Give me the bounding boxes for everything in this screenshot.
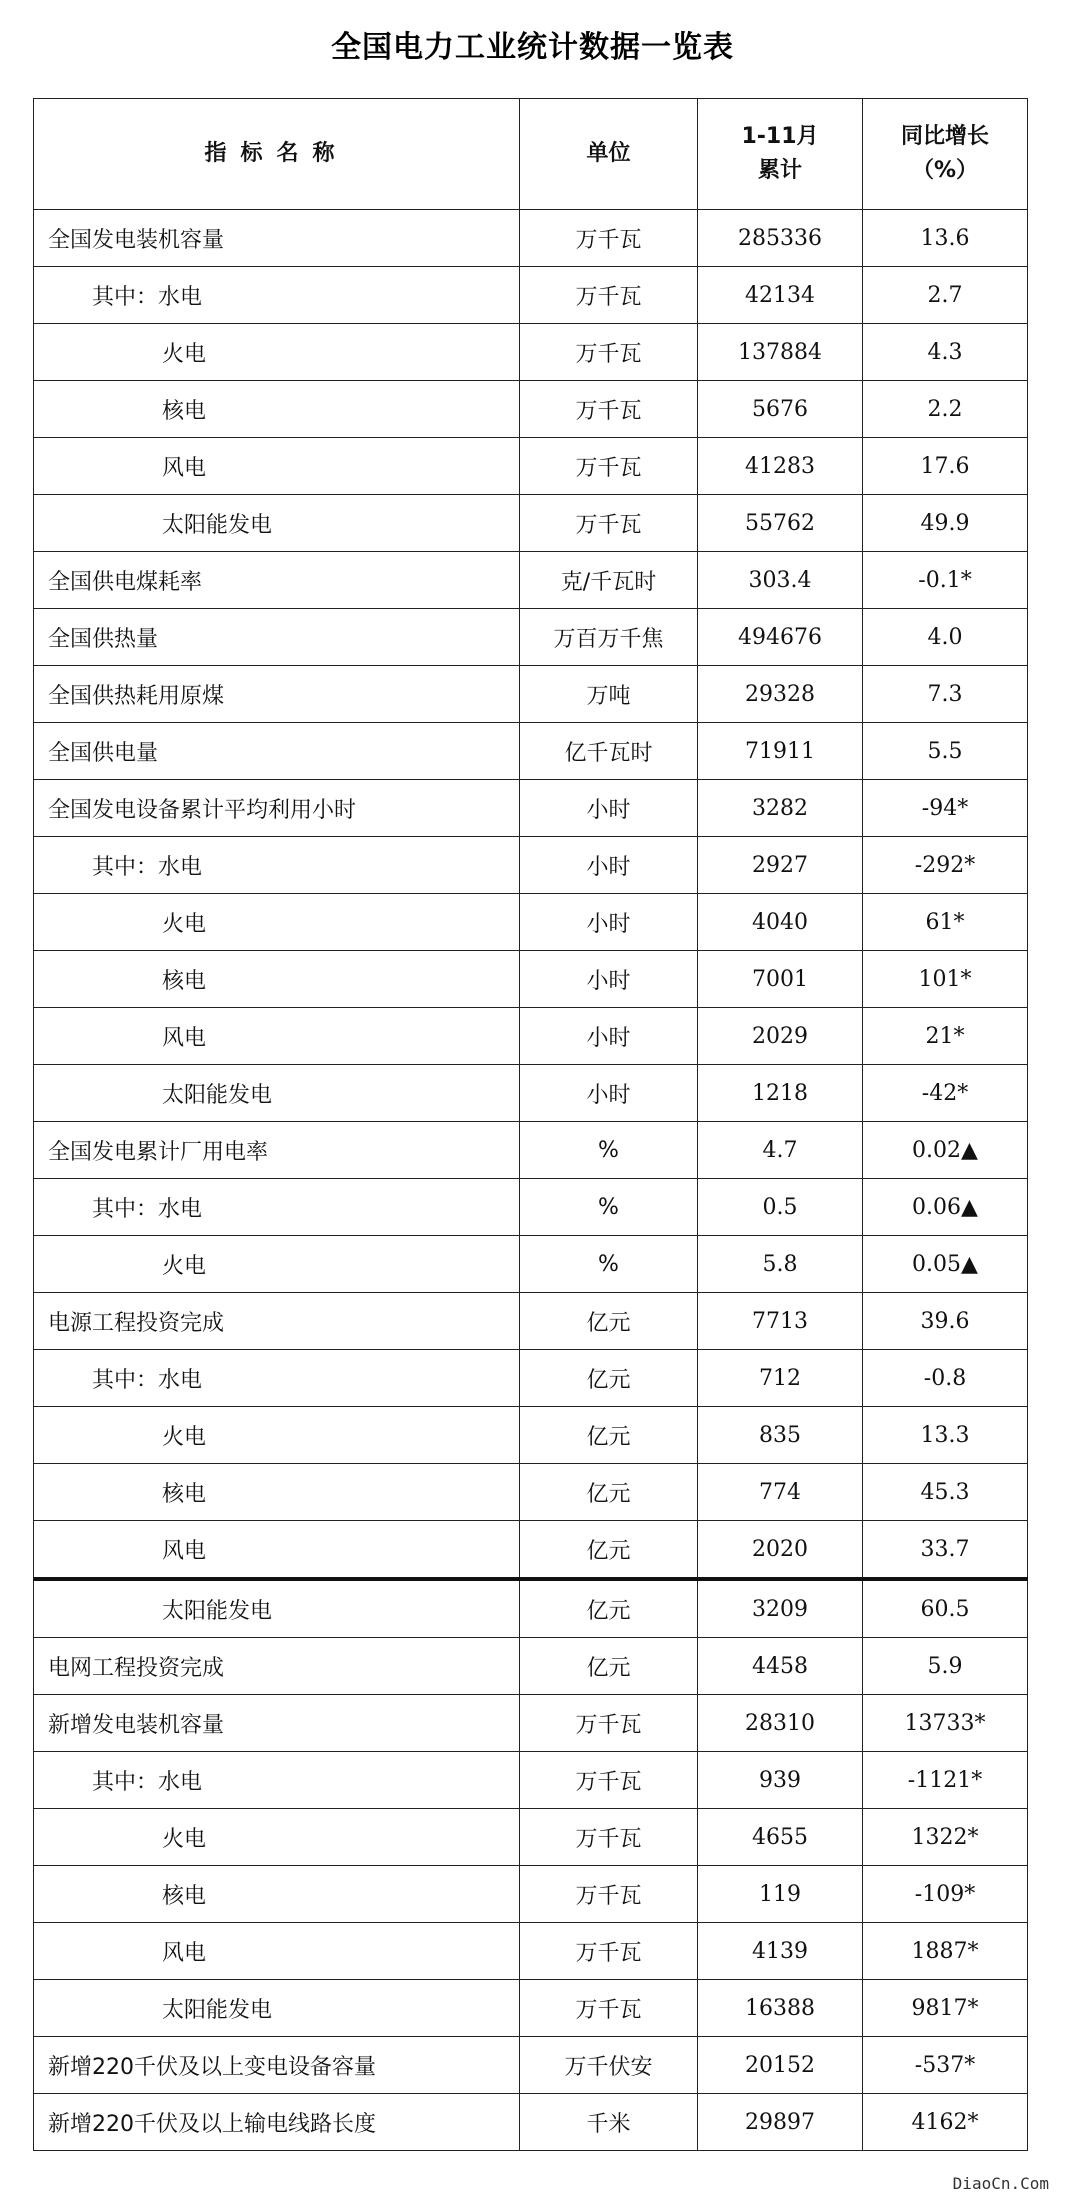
cumulative-value-cell: 494676 — [698, 609, 863, 666]
indicator-name-cell: 其中：水电 — [34, 837, 520, 894]
header-cumulative-line2: 累计 — [757, 158, 802, 183]
cumulative-value-cell: 4139 — [698, 1923, 863, 1980]
table-row — [34, 780, 1028, 837]
indicator-name-cell: 新增发电装机容量 — [34, 1695, 520, 1752]
yoy-growth-cell: 33.7 — [863, 1521, 1028, 1580]
table-row — [34, 1464, 1028, 1521]
indicator-name-cell: 新增220千伏及以上变电设备容量 — [34, 2037, 520, 2094]
yoy-growth-cell: 4162* — [863, 2094, 1028, 2151]
indicator-name-cell: 全国供电量 — [34, 723, 520, 780]
indicator-name-cell: 核电 — [34, 1866, 520, 1923]
yoy-growth-cell: 7.3 — [863, 666, 1028, 723]
table-row — [34, 552, 1028, 609]
yoy-growth-cell: 2.7 — [863, 267, 1028, 324]
indicator-name-cell: 全国供热耗用原煤 — [34, 666, 520, 723]
table-row — [34, 894, 1028, 951]
unit-cell: 亿元 — [520, 1350, 698, 1407]
unit-cell: 小时 — [520, 780, 698, 837]
unit-cell: 亿元 — [520, 1407, 698, 1464]
stats-table — [33, 98, 1028, 2151]
cumulative-value-cell: 774 — [698, 1464, 863, 1521]
table-body — [34, 210, 1028, 2151]
yoy-growth-cell: 0.06▲ — [863, 1179, 1028, 1236]
table-row — [34, 324, 1028, 381]
cumulative-value-cell: 55762 — [698, 495, 863, 552]
table-row — [34, 2094, 1028, 2151]
header-yoy-growth-line2: （%） — [911, 158, 979, 183]
unit-cell: 万千伏安 — [520, 2037, 698, 2094]
table-row — [34, 666, 1028, 723]
watermark: DiaoCn.Com — [952, 2174, 1049, 2193]
table-row — [34, 1579, 1028, 1638]
table-row — [34, 1521, 1028, 1580]
yoy-growth-cell: 17.6 — [863, 438, 1028, 495]
indicator-name-cell: 其中：水电 — [34, 267, 520, 324]
unit-cell: 万千瓦 — [520, 381, 698, 438]
cumulative-value-cell: 4458 — [698, 1638, 863, 1695]
unit-cell: 小时 — [520, 894, 698, 951]
unit-cell: 万千瓦 — [520, 267, 698, 324]
unit-cell: 亿元 — [520, 1579, 698, 1638]
cumulative-value-cell: 5676 — [698, 381, 863, 438]
yoy-growth-cell: 45.3 — [863, 1464, 1028, 1521]
table-row — [34, 951, 1028, 1008]
unit-cell: 千米 — [520, 2094, 698, 2151]
yoy-growth-cell: -1121* — [863, 1752, 1028, 1809]
cumulative-value-cell: 4040 — [698, 894, 863, 951]
table-row — [34, 1866, 1028, 1923]
cumulative-value-cell: 2927 — [698, 837, 863, 894]
indicator-name-cell: 全国供电煤耗率 — [34, 552, 520, 609]
cumulative-value-cell: 3209 — [698, 1579, 863, 1638]
header-yoy-growth-line1: 同比增长 — [900, 124, 989, 149]
cumulative-value-cell: 835 — [698, 1407, 863, 1464]
yoy-growth-cell: -292* — [863, 837, 1028, 894]
header-cumulative — [698, 99, 863, 210]
indicator-name-cell: 火电 — [34, 1236, 520, 1293]
cumulative-value-cell: 41283 — [698, 438, 863, 495]
table-row — [34, 1752, 1028, 1809]
unit-cell: 亿元 — [520, 1464, 698, 1521]
yoy-growth-cell: 4.3 — [863, 324, 1028, 381]
unit-cell: % — [520, 1179, 698, 1236]
unit-cell: 万千瓦 — [520, 324, 698, 381]
table-row — [34, 1293, 1028, 1350]
yoy-growth-cell: 101* — [863, 951, 1028, 1008]
yoy-growth-cell: 1887* — [863, 1923, 1028, 1980]
table-header-row — [34, 99, 1028, 210]
cumulative-value-cell: 303.4 — [698, 552, 863, 609]
cumulative-value-cell: 71911 — [698, 723, 863, 780]
indicator-name-cell: 电源工程投资完成 — [34, 1293, 520, 1350]
yoy-growth-cell: 39.6 — [863, 1293, 1028, 1350]
unit-cell: 小时 — [520, 1008, 698, 1065]
indicator-name-cell: 电网工程投资完成 — [34, 1638, 520, 1695]
yoy-growth-cell: 49.9 — [863, 495, 1028, 552]
indicator-name-cell: 其中：水电 — [34, 1179, 520, 1236]
unit-cell: % — [520, 1236, 698, 1293]
indicator-name-cell: 太阳能发电 — [34, 1065, 520, 1122]
cumulative-value-cell: 939 — [698, 1752, 863, 1809]
cumulative-value-cell: 20152 — [698, 2037, 863, 2094]
cumulative-value-cell: 712 — [698, 1350, 863, 1407]
cumulative-value-cell: 4.7 — [698, 1122, 863, 1179]
cumulative-value-cell: 28310 — [698, 1695, 863, 1752]
indicator-name-cell: 火电 — [34, 1407, 520, 1464]
indicator-name-cell: 其中：水电 — [34, 1350, 520, 1407]
indicator-name-cell: 核电 — [34, 951, 520, 1008]
yoy-growth-cell: 61* — [863, 894, 1028, 951]
indicator-name-cell: 火电 — [34, 894, 520, 951]
unit-cell: 万千瓦 — [520, 1695, 698, 1752]
yoy-growth-cell: 5.5 — [863, 723, 1028, 780]
yoy-growth-cell: 1322* — [863, 1809, 1028, 1866]
unit-cell: 万千瓦 — [520, 1866, 698, 1923]
indicator-name-cell: 风电 — [34, 1008, 520, 1065]
table-row — [34, 1980, 1028, 2037]
unit-cell: 小时 — [520, 837, 698, 894]
cumulative-value-cell: 119 — [698, 1866, 863, 1923]
cumulative-value-cell: 137884 — [698, 324, 863, 381]
yoy-growth-cell: -0.8 — [863, 1350, 1028, 1407]
table-row — [34, 1923, 1028, 1980]
unit-cell: 万吨 — [520, 666, 698, 723]
unit-cell: 万千瓦 — [520, 1752, 698, 1809]
table-row — [34, 1638, 1028, 1695]
header-cumulative-line1: 1-11月 — [741, 124, 819, 149]
table-row — [34, 1809, 1028, 1866]
indicator-name-cell: 风电 — [34, 1521, 520, 1580]
cumulative-value-cell: 7713 — [698, 1293, 863, 1350]
cumulative-value-cell: 285336 — [698, 210, 863, 267]
indicator-name-cell: 风电 — [34, 1923, 520, 1980]
unit-cell: 万千瓦 — [520, 1980, 698, 2037]
yoy-growth-cell: 4.0 — [863, 609, 1028, 666]
table-row — [34, 723, 1028, 780]
unit-cell: 小时 — [520, 1065, 698, 1122]
indicator-name-cell: 全国供热量 — [34, 609, 520, 666]
cumulative-value-cell: 29328 — [698, 666, 863, 723]
unit-cell: 万百万千焦 — [520, 609, 698, 666]
table-row — [34, 1179, 1028, 1236]
indicator-name-cell: 核电 — [34, 381, 520, 438]
table-row — [34, 1695, 1028, 1752]
table-row — [34, 267, 1028, 324]
indicator-name-cell: 火电 — [34, 1809, 520, 1866]
yoy-growth-cell: 13.6 — [863, 210, 1028, 267]
yoy-growth-cell: -109* — [863, 1866, 1028, 1923]
unit-cell: 万千瓦 — [520, 1809, 698, 1866]
table-row — [34, 609, 1028, 666]
table-row — [34, 495, 1028, 552]
table-row — [34, 210, 1028, 267]
page-title: 全国电力工业统计数据一览表 — [331, 30, 734, 65]
table-row — [34, 1236, 1028, 1293]
yoy-growth-cell: 13.3 — [863, 1407, 1028, 1464]
header-unit: 单位 — [520, 99, 698, 210]
indicator-name-cell: 太阳能发电 — [34, 1579, 520, 1638]
cumulative-value-cell: 1218 — [698, 1065, 863, 1122]
unit-cell: 万千瓦 — [520, 438, 698, 495]
unit-cell: 亿元 — [520, 1293, 698, 1350]
cumulative-value-cell: 2029 — [698, 1008, 863, 1065]
table-row — [34, 837, 1028, 894]
cumulative-value-cell: 5.8 — [698, 1236, 863, 1293]
table-row — [34, 1122, 1028, 1179]
indicator-name-cell: 太阳能发电 — [34, 495, 520, 552]
table-row — [34, 1008, 1028, 1065]
header-indicator-name: 指标名称 — [34, 99, 520, 210]
yoy-growth-cell: 5.9 — [863, 1638, 1028, 1695]
yoy-growth-cell: -0.1* — [863, 552, 1028, 609]
indicator-name-cell: 全国发电累计厂用电率 — [34, 1122, 520, 1179]
cumulative-value-cell: 42134 — [698, 267, 863, 324]
yoy-growth-cell: 2.2 — [863, 381, 1028, 438]
cumulative-value-cell: 2020 — [698, 1521, 863, 1580]
cumulative-value-cell: 7001 — [698, 951, 863, 1008]
cumulative-value-cell: 3282 — [698, 780, 863, 837]
unit-cell: 亿元 — [520, 1638, 698, 1695]
table-row — [34, 1350, 1028, 1407]
indicator-name-cell: 核电 — [34, 1464, 520, 1521]
unit-cell: 亿千瓦时 — [520, 723, 698, 780]
unit-cell: 克/千瓦时 — [520, 552, 698, 609]
yoy-growth-cell: 0.02▲ — [863, 1122, 1028, 1179]
unit-cell: 万千瓦 — [520, 1923, 698, 1980]
yoy-growth-cell: 13733* — [863, 1695, 1028, 1752]
indicator-name-cell: 新增220千伏及以上输电线路长度 — [34, 2094, 520, 2151]
unit-cell: 万千瓦 — [520, 495, 698, 552]
yoy-growth-cell: 21* — [863, 1008, 1028, 1065]
unit-cell: 亿元 — [520, 1521, 698, 1580]
table-row — [34, 1065, 1028, 1122]
yoy-growth-cell: -537* — [863, 2037, 1028, 2094]
table-row — [34, 2037, 1028, 2094]
yoy-growth-cell: 60.5 — [863, 1579, 1028, 1638]
table-row — [34, 438, 1028, 495]
unit-cell: % — [520, 1122, 698, 1179]
indicator-name-cell: 太阳能发电 — [34, 1980, 520, 2037]
unit-cell: 小时 — [520, 951, 698, 1008]
yoy-growth-cell: -42* — [863, 1065, 1028, 1122]
unit-cell: 万千瓦 — [520, 210, 698, 267]
indicator-name-cell: 风电 — [34, 438, 520, 495]
yoy-growth-cell: 0.05▲ — [863, 1236, 1028, 1293]
table-row — [34, 381, 1028, 438]
indicator-name-cell: 其中：水电 — [34, 1752, 520, 1809]
cumulative-value-cell: 16388 — [698, 1980, 863, 2037]
table-row — [34, 1407, 1028, 1464]
cumulative-value-cell: 29897 — [698, 2094, 863, 2151]
cumulative-value-cell: 0.5 — [698, 1179, 863, 1236]
indicator-name-cell: 火电 — [34, 324, 520, 381]
header-yoy-growth — [863, 99, 1028, 210]
indicator-name-cell: 全国发电设备累计平均利用小时 — [34, 780, 520, 837]
cumulative-value-cell: 4655 — [698, 1809, 863, 1866]
indicator-name-cell: 全国发电装机容量 — [34, 210, 520, 267]
yoy-growth-cell: -94* — [863, 780, 1028, 837]
yoy-growth-cell: 9817* — [863, 1980, 1028, 2037]
